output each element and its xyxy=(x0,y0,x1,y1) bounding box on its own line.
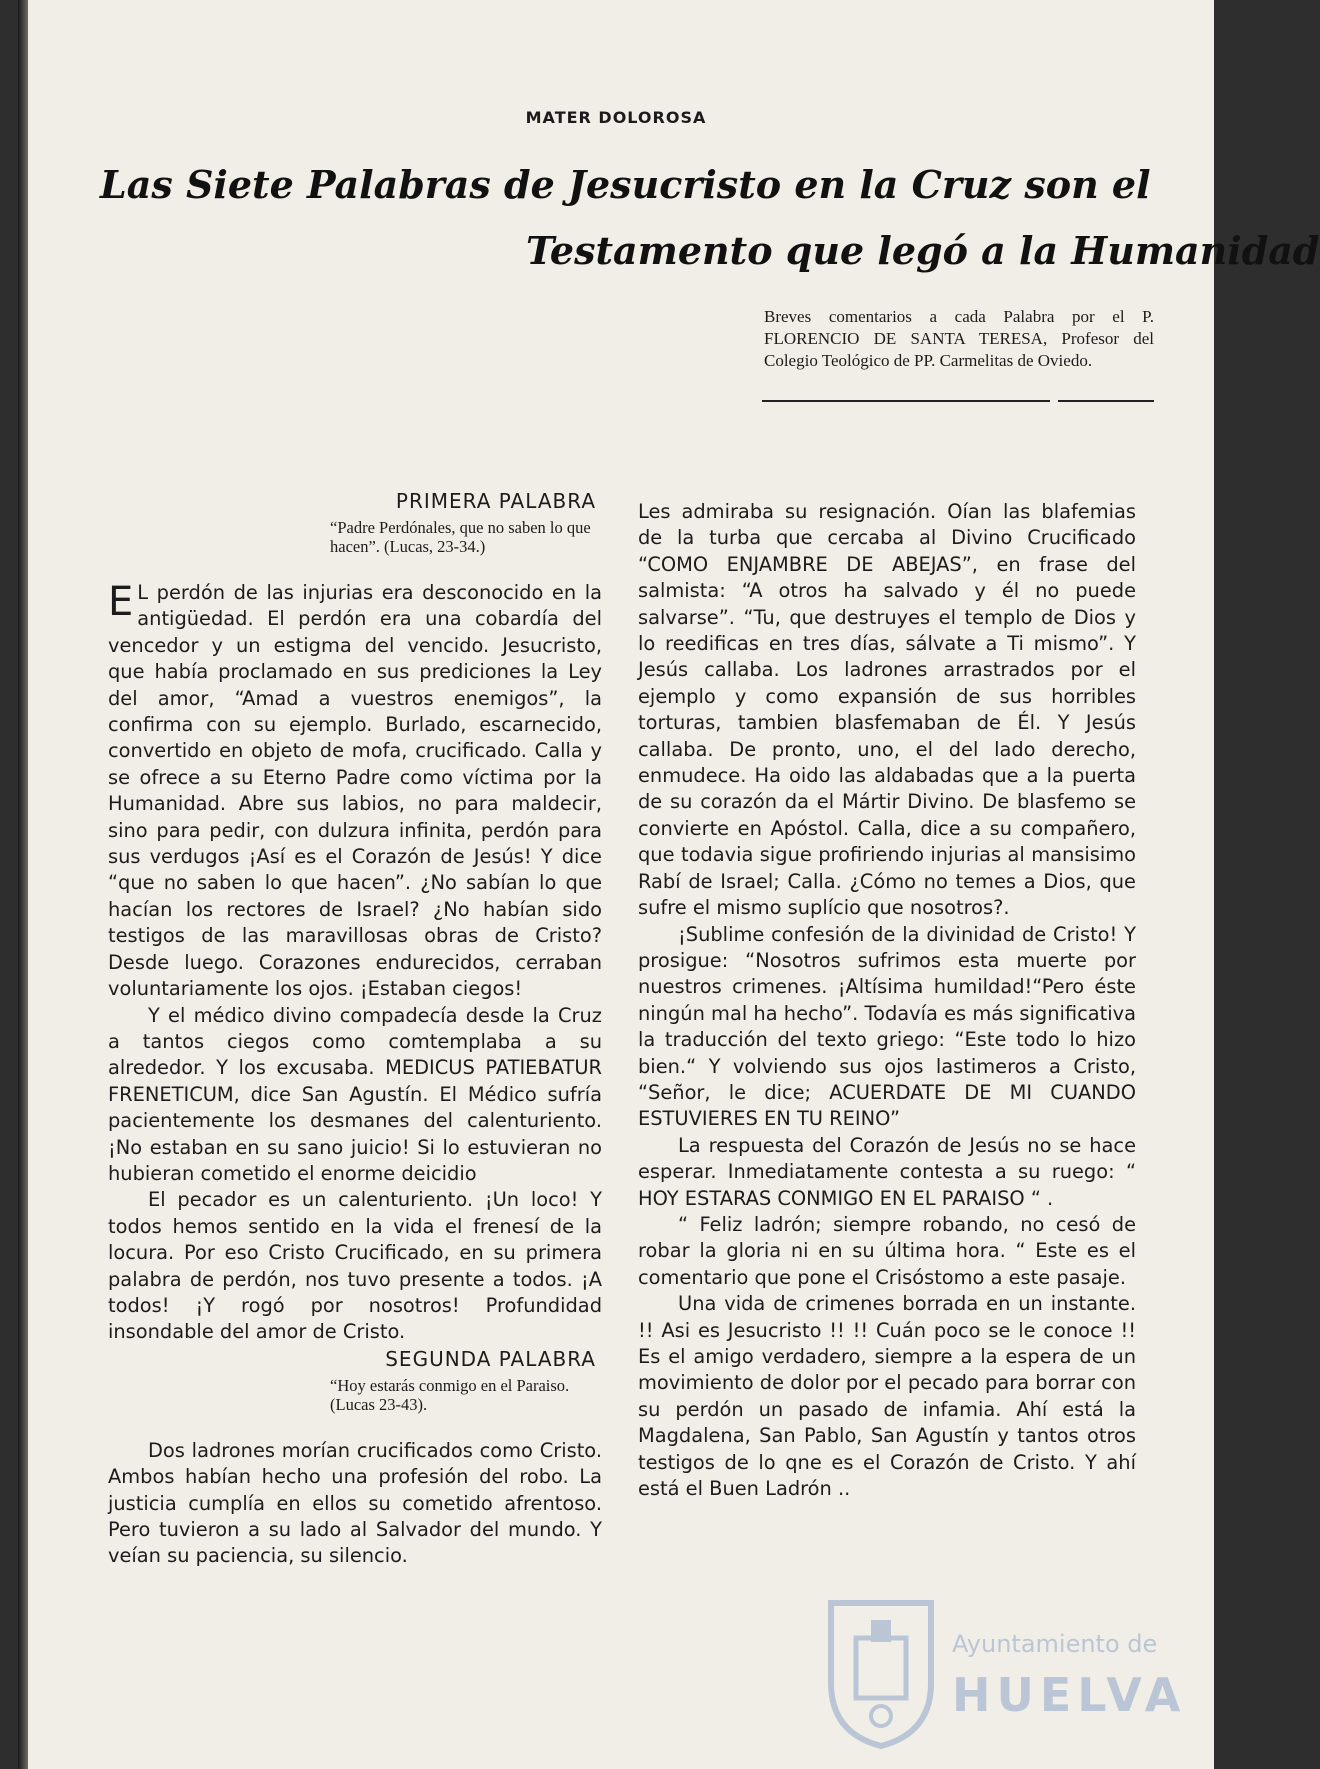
title-line-1: Las Siete Palabras de Jesucristo en la Cruz son el xyxy=(100,162,1151,207)
watermark-top-text: Ayuntamiento de xyxy=(952,1630,1158,1658)
watermark-main-text: HUELVA xyxy=(952,1668,1187,1722)
paragraph: Dos ladrones morían crucificados como Cristo. Ambos habían hecho una profesión del robo. La justicia cumplía en ellos su cometido afrentoso. Pero tuvieron a su lado al Salvador del mundo. Y veían su paciencia, su silencio. xyxy=(108,1438,602,1568)
paragraph: Una vida de crimenes borrada en un instante. !! Asi es Jesucristo !! !! Cuán poco se le conoce !! Es el amigo verdadero, siempre a la espera de un movimiento de dolor por el pecado para borrar con su perdón un pasado de infamia. Ahí está la Magdalena, San Pablo, San Agustín y tantos otros testigos de lo qne es el Corazón de Cristo. Y ahí está el Buen Ladrón .. xyxy=(638,1292,1136,1501)
paragraph xyxy=(108,580,602,1003)
section-heading: SEGUNDA PALABRA xyxy=(385,1346,596,1371)
section-quote: “Hoy estarás conmigo en el Paraiso. (Lucas 23-43). xyxy=(330,1375,570,1414)
paragraph: Les admiraba su resignación. Oían las blafemias de la turba que cercaba al Divino Crucificado “COMO ENJAMBRE DE ABEJAS”, en frase del salmista: “A otros ha salvado y él no puede salvarse”. “Tu, que destruyes el templo de Dios y lo reedificas en tres días, sálvate a Ti mismo”. Y Jesús callaba. Los ladrones arrastrados por el ejemplo y como expansión de sus horribles torturas, tambien blasfemaban de Él. Y Jesús callaba. De pronto, uno, el del lado derecho, enmudece. Ha oido las aldabadas que a la puerta de su corazón da el Mártir Divino. De blasfemo se convierte en Apóstol. Calla, dice a su compañero, que todavia sigue profiriendo injurias al mansisimo Rabí de Israel; Calla. ¿Cómo no temes a Dios, que sufre el mismo suplício que nosotros?. xyxy=(638,500,1136,920)
paragraph: La respuesta del Corazón de Jesús no se hace esperar. Inmediatamente contesta a su ruego: “ HOY ESTARAS CONMIGO EN EL PARAISO “ . xyxy=(638,1133,1136,1210)
paragraph: El pecador es un calenturiento. ¡Un loco! Y todos hemos sentido en la vida el frenesí de la locura. Por eso Cristo Crucificado, en su primera palabra de perdón, nos tuvo presente a todos. ¡A todos! ¡Y rogó por nosotros! Profundidad insondable del amor de Cristo. xyxy=(108,1188,602,1344)
running-head: MATER DOLOROSA xyxy=(525,108,707,127)
byline-rule xyxy=(762,400,1050,402)
coat-of-arms-icon xyxy=(826,1598,936,1748)
section-quote: “Padre Perdónales, que no saben lo que hacen”. (Lucas, 23-34.) xyxy=(330,518,591,556)
watermark-logo xyxy=(826,1598,1187,1748)
paragraph-text: L perdón de las injurias era desconocido en la antigüedad. El perdón era una cobardía del vencedor y un estigma del vencido. Jesucristo, que había proclamado en sus prediciones la Ley del amor, “Amad a vuestros enemigos”, la confirma con su ejemplo. Burlado, escarnecido, convertido en objeto de mofa, crucificado. Calla y se ofrece a su Eterno Padre como víctima por la Humanidad. Abre sus labios, no para maldecir, sino para pedir, con dulzura infinita, perdón para sus verdugos ¡Así es el Corazón de Jesús! Y dice “que no saben lo que hacen”. ¿No sabían lo que hacían los rectores de Israel? ¿No habían sido testigos de las maravillosas obras de Cristo? Desde luego. Corazones endurecidos, cerraban voluntariamente los ojos. ¡Estaban ciegos! xyxy=(108,581,602,1001)
byline-rule-short xyxy=(1058,400,1154,402)
drop-cap: E xyxy=(108,579,134,625)
left-column xyxy=(108,488,602,1570)
paragraph: “ Feliz ladrón; siempre robando, no cesó de robar la gloria ni en su última hora. “ Este es el comentario que pone el Crisóstomo a este pasaje. xyxy=(638,1212,1136,1289)
byline: Breves comentarios a cada Palabra por el P. FLORENCIO DE SANTA TERESA, Profesor del Colegio Teológico de PP. Carmelitas de Oviedo. xyxy=(764,307,1154,370)
paragraph: ¡Sublime confesión de la divinidad de Cristo! Y prosigue: “Nosotros sufrimos esta muerte por nuestros crimenes. ¡Altísima humildad!“Pero éste ningún mal ha hecho”. Todavía es más significativa la traducción del texto griego: “Este todo lo hizo bien.“ Y volviendo sus ojos lastimeros a Cristo, “Señor, le dice; ACUERDATE DE MI CUANDO ESTUVIERES EN TU REINO” xyxy=(638,922,1136,1131)
document-page xyxy=(18,0,1320,1769)
book-spine xyxy=(18,0,28,1769)
right-column xyxy=(638,499,1136,1502)
paragraph: Y el médico divino compadecía desde la Cruz a tantos ciegos como comtemplaba a su alrededor. Y los excusaba. MEDICUS PATIEBATUR FRENETICUM, dice San Agustín. El Médico sufría pacientemente los desmanes del calenturiento. ¡No estaban en su sano juicio! Si lo estuvieran no hubieran cometido el enorme deicidio xyxy=(108,1003,602,1185)
section-heading: PRIMERA PALABRA xyxy=(395,489,596,513)
title-line-2: Testamento que legó a la Humanidad xyxy=(526,228,1320,273)
